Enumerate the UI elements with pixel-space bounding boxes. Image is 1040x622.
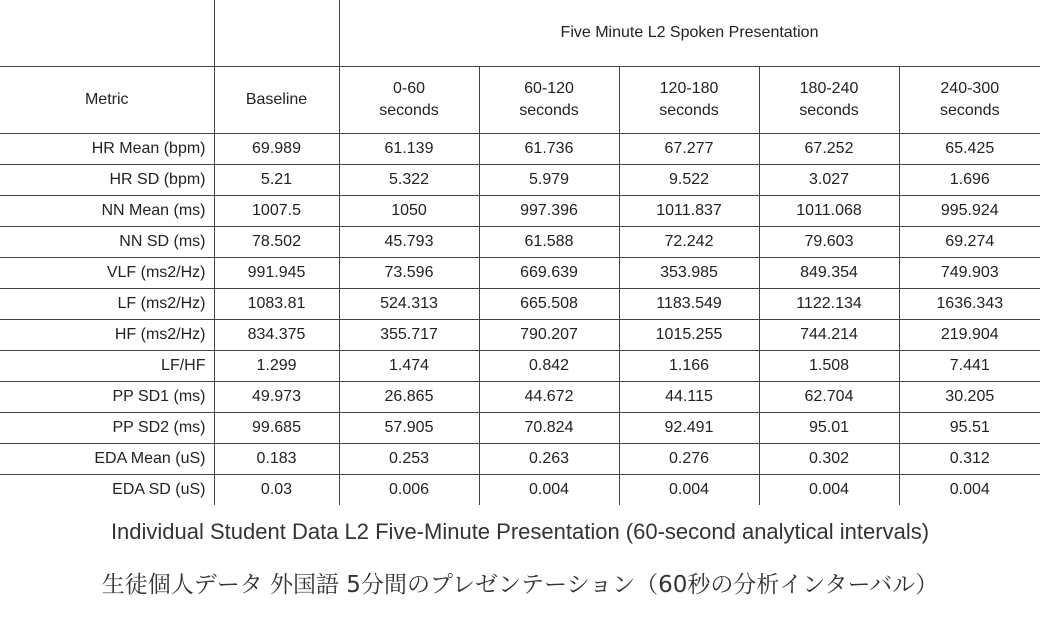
table-row (0, 227, 1040, 258)
header-unit: seconds (939, 102, 1000, 119)
table-cell: 62.704 (759, 382, 899, 413)
table-cell: 849.354 (759, 258, 899, 289)
group-header-row (0, 0, 1040, 67)
row-metric-label: HF (ms2/Hz) (0, 320, 214, 351)
table-cell: 1.299 (214, 351, 339, 382)
row-metric-label: PP SD1 (ms) (0, 382, 214, 413)
header-unit: seconds (799, 102, 859, 119)
table-cell: 0.312 (899, 444, 1040, 475)
table-cell: 0.03 (214, 475, 339, 506)
table-cell: 995.924 (899, 196, 1040, 227)
table-cell: 1083.81 (214, 289, 339, 320)
column-header-60-120 (479, 67, 619, 134)
table-cell: 1015.255 (619, 320, 759, 351)
row-metric-label: VLF (ms2/Hz) (0, 258, 214, 289)
table-cell: 353.985 (619, 258, 759, 289)
table-cell: 30.205 (899, 382, 1040, 413)
empty-header-cell (0, 0, 214, 67)
table-cell: 7.441 (899, 351, 1040, 382)
row-metric-label: HR SD (bpm) (0, 165, 214, 196)
table-cell: 5.979 (479, 165, 619, 196)
table-cell: 69.989 (214, 134, 339, 165)
table-cell: 1011.837 (619, 196, 759, 227)
table-cell: 0.253 (339, 444, 479, 475)
table-cell: 0.006 (339, 475, 479, 506)
table-cell: 72.242 (619, 227, 759, 258)
table-cell: 73.596 (339, 258, 479, 289)
table-cell: 1.696 (899, 165, 1040, 196)
group-header: Five Minute L2 Spoken Presentation (339, 0, 1040, 67)
table-cell: 95.01 (759, 413, 899, 444)
table-cell: 99.685 (214, 413, 339, 444)
table-row (0, 413, 1040, 444)
table-cell: 524.313 (339, 289, 479, 320)
table-cell: 0.263 (479, 444, 619, 475)
table-cell: 61.139 (339, 134, 479, 165)
header-range: 240-300 (940, 80, 1000, 97)
table-cell: 749.903 (899, 258, 1040, 289)
table-cell: 1.508 (759, 351, 899, 382)
table-cell: 44.672 (479, 382, 619, 413)
table-row (0, 320, 1040, 351)
table-row (0, 351, 1040, 382)
table-cell: 790.207 (479, 320, 619, 351)
table-cell: 67.277 (619, 134, 759, 165)
table-cell: 69.274 (899, 227, 1040, 258)
header-range: 60-120 (524, 80, 574, 97)
table-cell: 991.945 (214, 258, 339, 289)
table-cell: 1122.134 (759, 289, 899, 320)
empty-header-cell (214, 0, 339, 67)
table-cell: 0.004 (479, 475, 619, 506)
header-unit: seconds (379, 102, 439, 119)
table-cell: 355.717 (339, 320, 479, 351)
table-cell: 219.904 (899, 320, 1040, 351)
row-metric-label: NN Mean (ms) (0, 196, 214, 227)
table-cell: 57.905 (339, 413, 479, 444)
table-cell: 61.736 (479, 134, 619, 165)
table-row (0, 444, 1040, 475)
table-cell: 9.522 (619, 165, 759, 196)
column-header-row (0, 67, 1040, 134)
table-cell: 997.396 (479, 196, 619, 227)
table-row (0, 382, 1040, 413)
table-cell: 78.502 (214, 227, 339, 258)
row-metric-label: NN SD (ms) (0, 227, 214, 258)
table-cell: 1007.5 (214, 196, 339, 227)
table-cell: 95.51 (899, 413, 1040, 444)
row-metric-label: LF/HF (0, 351, 214, 382)
header-unit: seconds (659, 102, 719, 119)
row-metric-label: EDA Mean (uS) (0, 444, 214, 475)
table-body (0, 134, 1040, 506)
table-cell: 1.166 (619, 351, 759, 382)
table-cell: 5.21 (214, 165, 339, 196)
table-cell: 0.004 (899, 475, 1040, 506)
table-cell: 65.425 (899, 134, 1040, 165)
table-row (0, 258, 1040, 289)
caption-japanese: 生徒個人データ 外国語 5分間のプレゼンテーション（60秒の分析インターバル） (101, 572, 939, 598)
table-row (0, 289, 1040, 320)
table-cell: 665.508 (479, 289, 619, 320)
column-header-120-180 (619, 67, 759, 134)
caption-english: Individual Student Data L2 Five-Minute Presentation (60-second analytical intervals) (110, 519, 930, 544)
header-unit: seconds (519, 102, 579, 119)
row-metric-label: LF (ms2/Hz) (0, 289, 214, 320)
column-header-metric: Metric (0, 67, 214, 134)
row-metric-label: PP SD2 (ms) (0, 413, 214, 444)
table-row (0, 196, 1040, 227)
table-cell: 744.214 (759, 320, 899, 351)
table-cell: 0.842 (479, 351, 619, 382)
table-cell: 1636.343 (899, 289, 1040, 320)
table-cell: 45.793 (339, 227, 479, 258)
table-cell: 0.183 (214, 444, 339, 475)
header-range: 120-180 (659, 80, 719, 97)
table-cell: 0.302 (759, 444, 899, 475)
table-cell: 1183.549 (619, 289, 759, 320)
table-cell: 70.824 (479, 413, 619, 444)
column-header-0-60 (339, 67, 479, 134)
table-cell: 0.004 (619, 475, 759, 506)
table-cell: 1050 (339, 196, 479, 227)
table-cell: 44.115 (619, 382, 759, 413)
table-cell: 26.865 (339, 382, 479, 413)
row-metric-label: EDA SD (uS) (0, 475, 214, 506)
table-cell: 67.252 (759, 134, 899, 165)
table-row (0, 165, 1040, 196)
column-header-180-240 (759, 67, 899, 134)
table-cell: 5.322 (339, 165, 479, 196)
column-header-baseline: Baseline (214, 67, 339, 134)
table-cell: 0.276 (619, 444, 759, 475)
row-metric-label: HR Mean (bpm) (0, 134, 214, 165)
table-cell: 92.491 (619, 413, 759, 444)
table-cell: 3.027 (759, 165, 899, 196)
header-range: 180-240 (799, 80, 859, 97)
table-cell: 1.474 (339, 351, 479, 382)
table-cell: 0.004 (759, 475, 899, 506)
table-cell: 79.603 (759, 227, 899, 258)
table-cell: 61.588 (479, 227, 619, 258)
column-header-240-300 (899, 67, 1040, 134)
table-row (0, 475, 1040, 506)
table-cell: 834.375 (214, 320, 339, 351)
table-cell: 669.639 (479, 258, 619, 289)
table-cell: 49.973 (214, 382, 339, 413)
header-range: 0-60 (392, 80, 426, 97)
table-row (0, 134, 1040, 165)
table-cell: 1011.068 (759, 196, 899, 227)
